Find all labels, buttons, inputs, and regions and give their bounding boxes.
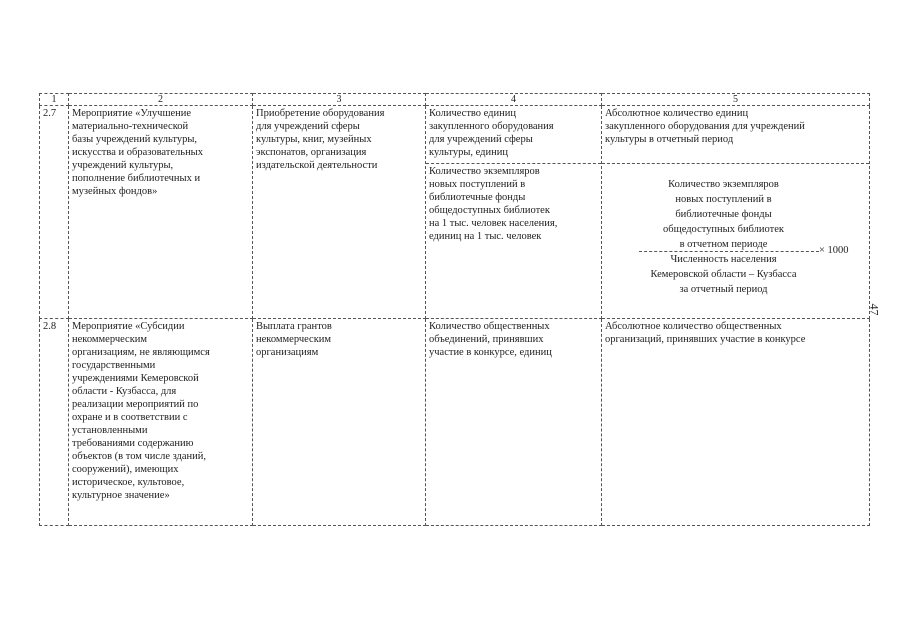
text-line: культуры, единиц [429, 147, 508, 158]
text-line: государственными [72, 360, 156, 371]
activity-cell [253, 319, 426, 526]
text-line: закупленного оборудования [429, 121, 554, 132]
text-line: за отчетный период [679, 284, 768, 295]
text-line: сооружений), имеющих [72, 464, 179, 475]
text-line: охране и в соответствии с [72, 412, 188, 423]
text-line: единиц на 1 тыс. человек [429, 231, 542, 242]
text-line: Кемеровской области – Кузбасса [650, 269, 797, 280]
text-line: Абсолютное количество общественных [605, 321, 782, 332]
indicators-table [39, 93, 870, 526]
indicator-cell [426, 106, 602, 319]
text-line: культуры в отчетный период [605, 134, 734, 145]
formula-denominator [605, 252, 842, 297]
text-line: учреждений культуры, [72, 160, 174, 171]
activity-cell [253, 106, 426, 319]
text-line: Выплата грантов [256, 321, 332, 332]
table-row [40, 319, 870, 526]
text-line: Приобретение оборудования [256, 108, 385, 119]
formula [605, 177, 866, 317]
text-line: музейных фондов» [72, 186, 158, 197]
indicator-library [426, 163, 601, 243]
indicator-equipment [429, 107, 598, 159]
text-line: библиотечные фонды [429, 192, 526, 203]
text-line: организаций, принявших участие в конкурсе [605, 334, 806, 345]
text-line: Мероприятие «Улучшение [72, 108, 192, 119]
header-cell: 2 [69, 94, 253, 106]
text-line: для учреждений сферы [429, 134, 533, 145]
method-library [602, 163, 869, 317]
text-line: объектов (в том числе зданий, [72, 451, 207, 462]
text-line: некоммерческим [256, 334, 332, 345]
text-line: объединений, принявших [429, 334, 544, 345]
header-cell: 4 [426, 94, 602, 106]
text-line: Количество экземпляров [429, 166, 540, 177]
table-header-row [40, 94, 870, 106]
event-cell [69, 319, 253, 526]
text-line: культурное значение» [72, 490, 170, 501]
text-line: общедоступных библиотек [429, 205, 550, 216]
text-line: Численность населения [670, 254, 777, 265]
formula-multiplier: × 1000 [819, 245, 849, 256]
text-line: учреждениями Кемеровской [72, 373, 199, 384]
text-line: общедоступных библиотек [663, 224, 784, 235]
text-line: для учреждений сферы [256, 121, 360, 132]
text-line: участие в конкурсе, единиц [429, 347, 552, 358]
text-line: Количество экземпляров [668, 179, 779, 190]
text-line: историческое, культовое, [72, 477, 185, 488]
text-line: на 1 тыс. человек населения, [429, 218, 558, 229]
method-cell [602, 106, 870, 319]
text-line: базы учреждений культуры, [72, 134, 198, 145]
text-line: организациям, не являющимся [72, 347, 210, 358]
header-cell: 3 [253, 94, 426, 106]
text-line: Мероприятие «Субсидии [72, 321, 185, 332]
page-number: 47 [867, 303, 882, 316]
text-line: организациям [256, 347, 319, 358]
formula-numerator [605, 177, 842, 252]
text-line: реализации мероприятий по [72, 399, 199, 410]
row-number: 2.8 [40, 319, 69, 526]
row-number: 2.7 [40, 106, 69, 319]
method-cell [602, 319, 870, 526]
text-line: издательской деятельности [256, 160, 378, 171]
text-line: области - Кузбасса, для [72, 386, 177, 397]
text-line: установленными [72, 425, 148, 436]
text-line: некоммерческим [72, 334, 148, 345]
text-line: материально-технической [72, 121, 189, 132]
text-line: библиотечные фонды [675, 209, 772, 220]
text-line: требованиями содержанию [72, 438, 194, 449]
text-line: Количество общественных [429, 321, 550, 332]
text-line: Абсолютное количество единиц [605, 108, 749, 119]
header-cell: 1 [40, 94, 69, 106]
event-cell [69, 106, 253, 319]
text-line: новых поступлений в [429, 179, 526, 190]
method-equipment [605, 107, 866, 146]
table-row [40, 106, 870, 319]
text-line: новых поступлений в [675, 194, 772, 205]
text-line: искусства и образовательных [72, 147, 203, 158]
text-line: культуры, книг, музейных [256, 134, 372, 145]
indicator-cell [426, 319, 602, 526]
text-line: в отчетном периоде [679, 239, 768, 250]
text-line: экспонатов, организация [256, 147, 367, 158]
text-line: закупленного оборудования для учреждений [605, 121, 805, 132]
text-line: пополнение библиотечных и [72, 173, 201, 184]
text-line: Количество единиц [429, 108, 517, 119]
header-cell: 5 [602, 94, 870, 106]
